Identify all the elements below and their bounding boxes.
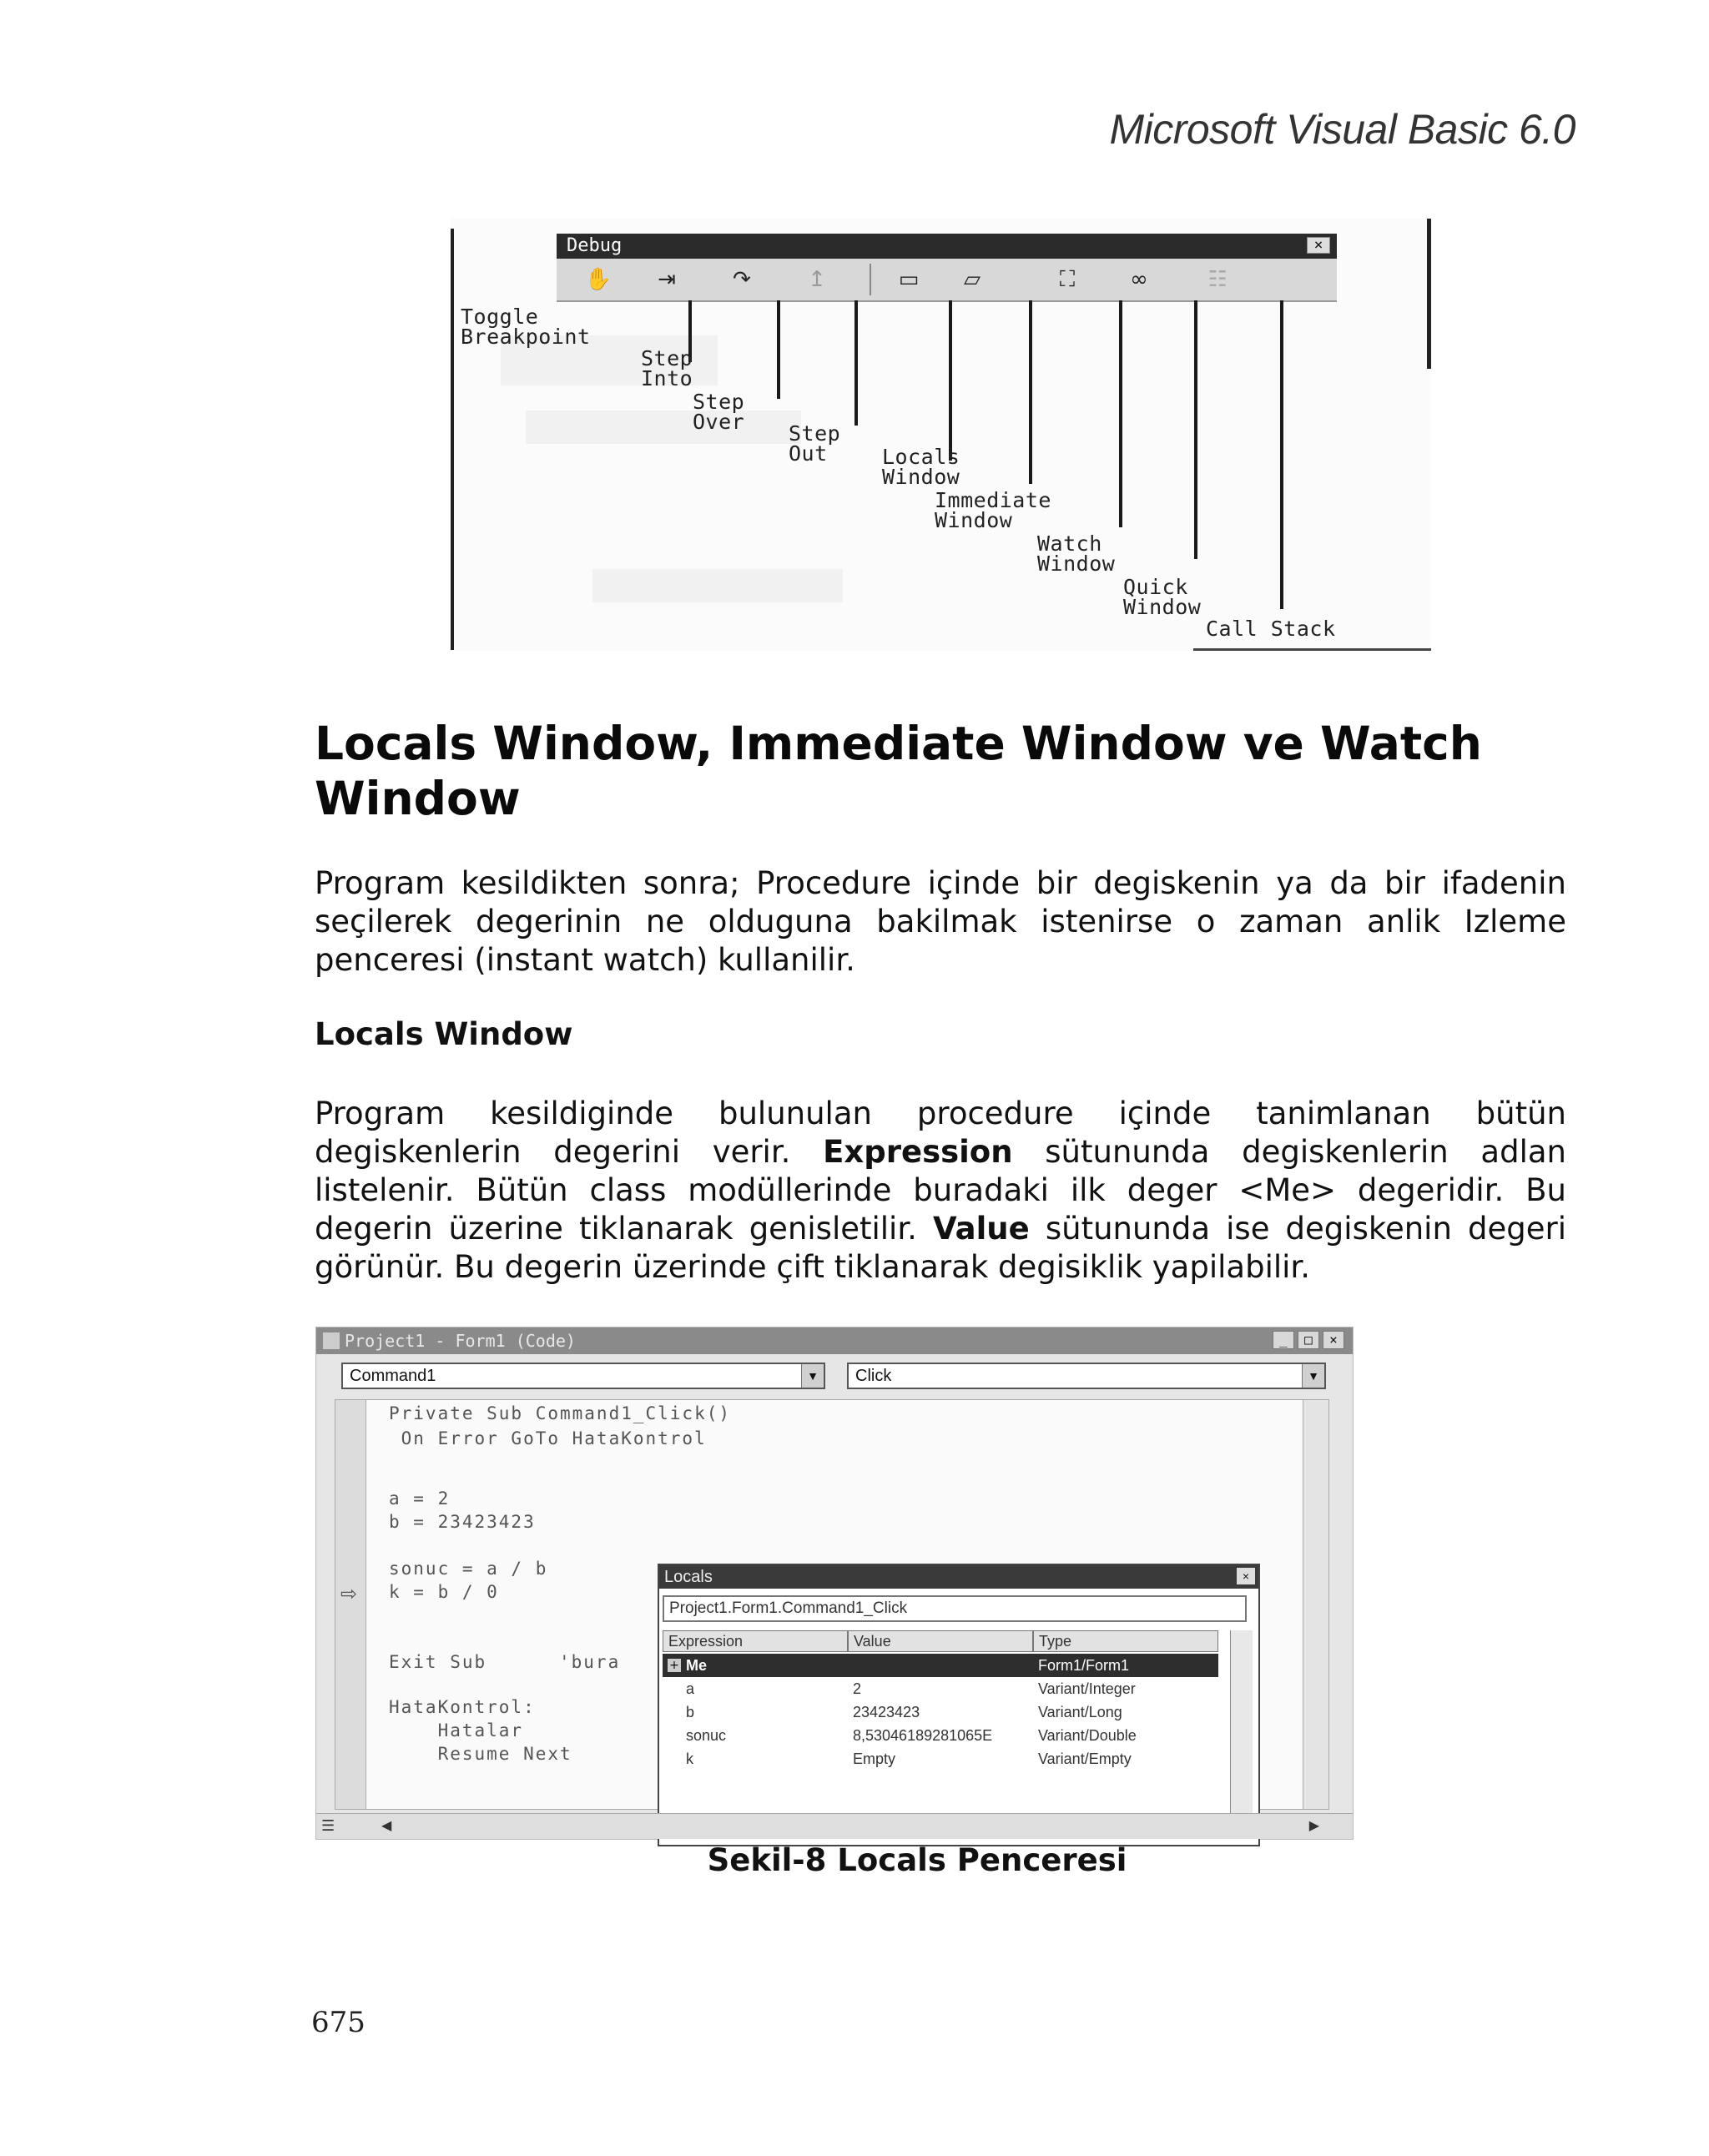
step-into-icon[interactable]: ⇥ <box>658 267 676 292</box>
code-window-titlebar <box>316 1327 1353 1354</box>
callout-step-out: Step Out <box>789 421 841 466</box>
locals-table <box>663 1630 1230 1837</box>
code-line: Hatalar <box>389 1720 524 1740</box>
locals-titlebar <box>659 1565 1258 1589</box>
column-header-value[interactable]: Value <box>848 1630 1033 1652</box>
minimize-icon[interactable]: _ <box>1273 1331 1294 1349</box>
locals-context: Project1.Form1.Command1_Click <box>663 1595 1247 1622</box>
locals-window-icon[interactable]: ▭ <box>898 267 920 292</box>
debug-toolbar-title: Debug <box>567 235 623 256</box>
chevron-down-icon[interactable]: ▼ <box>801 1364 824 1388</box>
code-comment: 'bura <box>559 1652 621 1672</box>
procedure-combo[interactable]: Click ▼ <box>847 1363 1326 1389</box>
locals-value[interactable]: Empty <box>853 1750 896 1767</box>
locals-expression: k <box>686 1750 693 1767</box>
scroll-left-icon[interactable]: ◀ <box>381 1817 392 1833</box>
call-stack-icon[interactable]: ☷ <box>1207 267 1228 292</box>
locals-expression: b <box>686 1704 695 1720</box>
code-editor[interactable] <box>335 1399 1329 1810</box>
debug-toolbar-figure <box>451 219 1431 651</box>
close-icon[interactable]: × <box>1237 1568 1255 1584</box>
margin-indicator-bar <box>335 1400 366 1809</box>
term-value: Value <box>933 1211 1030 1247</box>
horizontal-scrollbar[interactable] <box>316 1813 1353 1839</box>
vertical-scrollbar[interactable] <box>1303 1400 1328 1809</box>
debug-toolbar <box>557 259 1337 302</box>
code-window-title: Project1 - Form1 (Code) <box>345 1331 576 1351</box>
immediate-window-icon[interactable]: ▱ <box>964 267 981 292</box>
callout-call-stack: Call Stack <box>1206 617 1336 641</box>
scroll-right-icon[interactable]: ▶ <box>1308 1817 1319 1833</box>
intro-paragraph: Program kesildikten sonra; Procedure içinde bir degiskenin ya da bir ifadenin seçilerek degerinin ne olduguna bakilmak istenirse o zaman anlik Izleme penceresi (instant watch) kullanilir. <box>315 865 1566 978</box>
locals-value[interactable]: 2 <box>853 1680 862 1697</box>
code-line: b = 23423423 <box>389 1512 536 1532</box>
locals-value[interactable]: 23423423 <box>853 1704 920 1720</box>
locals-window <box>658 1564 1260 1846</box>
code-line: On Error GoTo HataKontrol <box>389 1428 707 1448</box>
table-row[interactable] <box>663 1654 1218 1677</box>
callout-step-over: Step Over <box>693 390 745 434</box>
callout-quick-window: Quick Window <box>1123 575 1202 619</box>
callout-immediate-window: Immediate Window <box>935 488 1051 532</box>
chevron-down-icon[interactable]: ▼ <box>1302 1364 1324 1388</box>
locals-type: Variant/Double <box>1038 1727 1137 1744</box>
debug-toolbar-titlebar <box>557 234 1337 259</box>
close-icon[interactable]: × <box>1307 237 1330 254</box>
code-line: Private Sub Command1_Click() <box>389 1403 732 1423</box>
locals-type: Variant/Long <box>1038 1704 1122 1720</box>
code-line: Resume Next <box>389 1744 572 1764</box>
locals-value[interactable]: 8,53046189281065E <box>853 1727 993 1744</box>
locals-expression: a <box>686 1680 695 1697</box>
code-line: k = b / 0 <box>389 1582 499 1602</box>
code-line: sonuc = a / b <box>389 1559 548 1579</box>
locals-title: Locals <box>664 1568 713 1586</box>
callout-watch-window: Watch Window <box>1037 531 1116 576</box>
quick-watch-icon[interactable]: ∞ <box>1130 267 1148 292</box>
form-icon <box>323 1332 340 1349</box>
column-header-expression[interactable]: Expression <box>663 1630 848 1652</box>
execution-arrow-icon: ⇨ <box>340 1582 358 1605</box>
running-header-title: Microsoft Visual Basic 6.0 <box>1109 106 1575 153</box>
step-over-icon[interactable]: ↷ <box>733 267 751 292</box>
callout-step-into: Step Into <box>641 346 693 390</box>
locals-expression: Me <box>686 1657 708 1674</box>
callout-locals-window: Locals Window <box>882 445 960 489</box>
subheading-locals-window: Locals Window <box>315 1016 573 1052</box>
step-out-icon[interactable]: ↥ <box>808 267 826 292</box>
code-line: HataKontrol: <box>389 1697 536 1717</box>
maximize-icon[interactable]: □ <box>1298 1331 1319 1349</box>
term-expression: Expression <box>823 1134 1013 1170</box>
object-combo[interactable]: Command1 ▼ <box>341 1363 825 1389</box>
section-heading: Locals Window, Immediate Window ve Watch Window <box>315 717 1482 825</box>
callout-toggle-breakpoint: Toggle Breakpoint <box>461 305 591 349</box>
watch-window-icon[interactable]: ⛶ <box>1059 267 1076 292</box>
locals-vertical-scrollbar[interactable] <box>1230 1630 1253 1837</box>
page-number: 675 <box>311 2006 365 2039</box>
expand-icon[interactable]: + <box>668 1659 681 1672</box>
locals-type: Variant/Integer <box>1038 1680 1136 1697</box>
locals-type: Variant/Empty <box>1038 1750 1132 1767</box>
view-toggle-icon[interactable]: ☰ <box>321 1817 335 1835</box>
code-line: a = 2 <box>389 1489 451 1509</box>
hand-icon[interactable]: ✋ <box>584 267 613 292</box>
code-line: Exit Sub <box>389 1652 487 1672</box>
close-icon[interactable]: × <box>1323 1331 1344 1349</box>
column-header-type[interactable]: Type <box>1033 1630 1218 1652</box>
locals-type: Form1/Form1 <box>1038 1657 1130 1674</box>
code-window-figure <box>315 1327 1354 1840</box>
figure-caption: Sekil-8 Locals Penceresi <box>707 1842 1127 1878</box>
locals-expression: sonuc <box>686 1727 727 1744</box>
locals-description-paragraph: Program kesildiginde bulunulan procedure içinde tanimlanan bütün degiskenlerin degerini verir. Expression sütununda degiskenlerin adlan listelenir. Bütün class modüllerinde buradaki ilk deger <Me> degeridir. Bu degerin üzerine tiklanarak genisletilir. Value sütununda ise degiskenin degeri görünür. Bu degerin üzerinde çift tiklanarak degisiklik yapilabilir. <box>315 1096 1566 1285</box>
